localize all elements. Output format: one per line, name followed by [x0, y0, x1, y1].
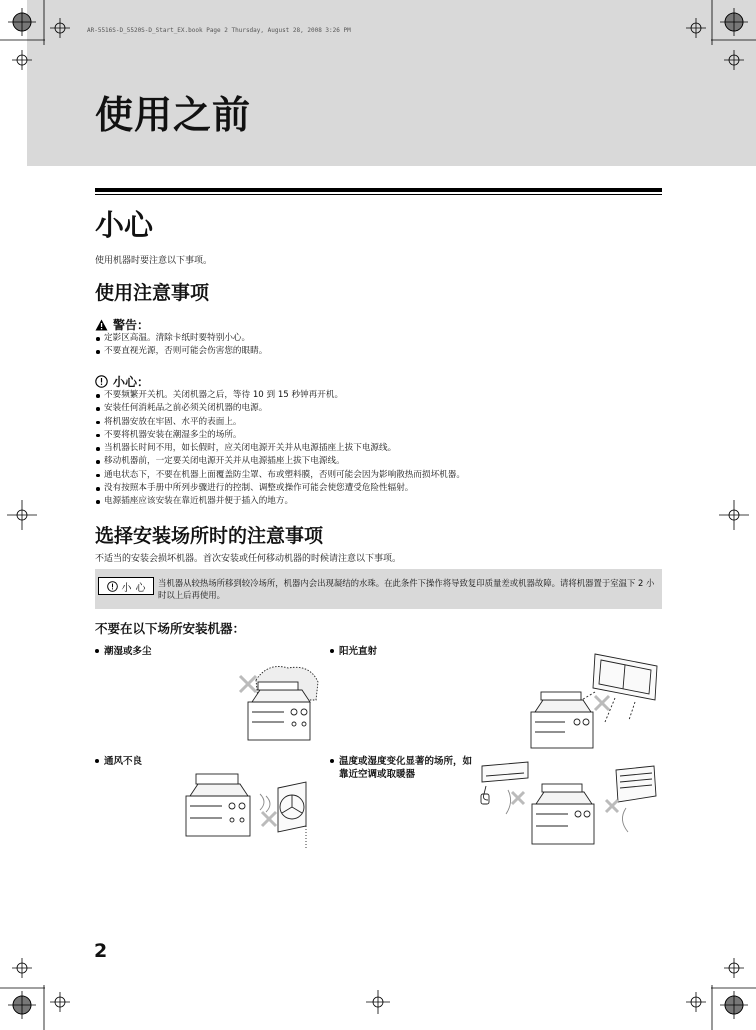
- caution-circle-icon: [95, 375, 108, 388]
- caution-list: [95, 389, 465, 509]
- location-intro: 不适当的安装会损坏机器。首次安装或任何移动机器的时候请注意以下事项。: [95, 554, 402, 564]
- sunlight-illustration: [525, 652, 660, 752]
- list-item: 将机器安放在牢固、水平的表面上。: [95, 416, 465, 429]
- section-rule-thin: [95, 194, 662, 195]
- section-intro: 使用机器时要注意以下事项。: [95, 256, 213, 266]
- list-item: 电源插座应该安装在靠近机器并便于插入的地方。: [95, 495, 465, 508]
- aircon-heater-illustration: [478, 760, 662, 850]
- list-item: 没有按照本手册中所列步骤进行的控制、调整或操作可能会使您遭受危险性辐射。: [95, 482, 465, 495]
- list-item: 安装任何消耗品之前必须关闭机器的电源。: [95, 402, 465, 415]
- caution-tag-char: 小: [121, 582, 132, 594]
- warning-label: 警告：: [113, 318, 150, 332]
- list-item: 通电状态下，不要在机器上面覆盖防尘罩、布或塑料膜，否则可能会因为影响散热而损坏机器。: [95, 469, 465, 482]
- avoid-item-sunlight: 阳光直射: [330, 645, 377, 658]
- print-header: AR-5516S-D_5520S-D_Start_EX.book Page 2 Thursday, August 28, 2008 3:26 PM: [87, 27, 351, 34]
- caution-tag-char: 心: [135, 582, 146, 594]
- section-rule-thick: [95, 188, 662, 192]
- page-number: 2: [94, 940, 108, 962]
- avoid-item-ventilation: 通风不良: [95, 755, 142, 768]
- avoid-title: 不要在以下场所安装机器：: [95, 621, 246, 636]
- avoid-item-humid: 潮湿或多尘: [95, 645, 152, 658]
- list-item: 移动机器前，一定要关闭电源开关并从电源插座上拔下电源线。: [95, 455, 465, 468]
- warning-list: [95, 332, 267, 359]
- location-title: 选择安装场所时的注意事项: [95, 525, 324, 547]
- caution-note-box: [95, 569, 662, 609]
- list-item: 定影区高温。清除卡纸时要特别小心。: [95, 332, 267, 345]
- section-title: 小心: [95, 208, 154, 242]
- list-item: 不要频繁开关机。关闭机器之后，等待 10 到 15 秒钟再开机。: [95, 389, 465, 402]
- humid-dusty-illustration: [238, 660, 324, 746]
- caution-label: 小心：: [113, 375, 150, 389]
- caution-heading: [95, 373, 149, 390]
- usage-title: 使用注意事项: [95, 282, 210, 304]
- caution-note-text: 当机器从较热场所移到较冷场所，机器内会出现凝结的水珠。在此条件下操作将导致复印质量差或机器故障。请将机器置于室温下 2 小时以上后再使用。: [158, 578, 655, 600]
- caution-tag: [98, 577, 154, 595]
- avoid-item-temperature: 温度或湿度变化显著的场所，如靠近空调或取暖器: [330, 755, 479, 781]
- list-item: 不要将机器安装在潮湿多尘的场所。: [95, 429, 465, 442]
- warning-triangle-icon: [95, 319, 108, 331]
- warning-heading: [95, 316, 149, 333]
- list-item: 不要直视光源，否则可能会伤害您的眼睛。: [95, 345, 267, 358]
- caution-circle-icon: [107, 581, 118, 592]
- list-item: 当机器长时间不用，如长假时，应关闭电源开关并从电源插座上拔下电源线。: [95, 442, 465, 455]
- ventilation-illustration: [182, 768, 330, 850]
- chapter-title: 使用之前: [95, 93, 252, 137]
